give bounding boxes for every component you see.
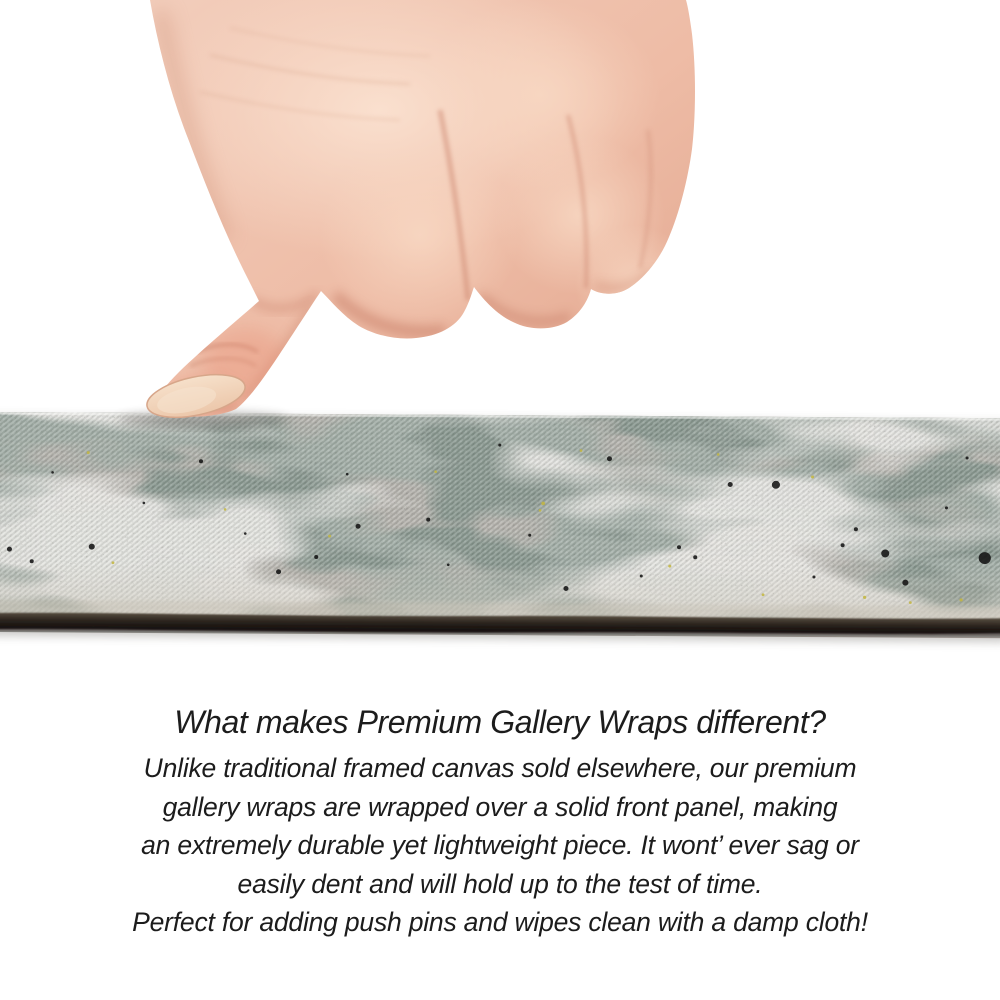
fist-and-thumb	[140, 0, 695, 425]
hand-photo	[0, 0, 760, 432]
info-heading: What makes Premium Gallery Wraps different?	[174, 704, 826, 740]
info-line-4: easily dent and will hold up to the test of time.	[237, 868, 763, 899]
canvas-paint-texture	[0, 412, 1000, 620]
info-line-2: gallery wraps are wrapped over a solid front panel, making	[162, 791, 838, 822]
info-line-3: an extremely durable yet lightweight piece. It wont’ ever sag or	[141, 830, 859, 860]
canvas-edge-photo	[0, 412, 1000, 638]
hand-illustration	[0, 0, 760, 432]
canvas-texture	[0, 412, 1000, 638]
info-line-5: Perfect for adding push pins and wipes clean with a damp cloth!	[132, 907, 868, 937]
info-line-1: Unlike traditional framed canvas sold elsewhere, our premium	[143, 753, 857, 783]
info-text-block	[0, 702, 1000, 942]
